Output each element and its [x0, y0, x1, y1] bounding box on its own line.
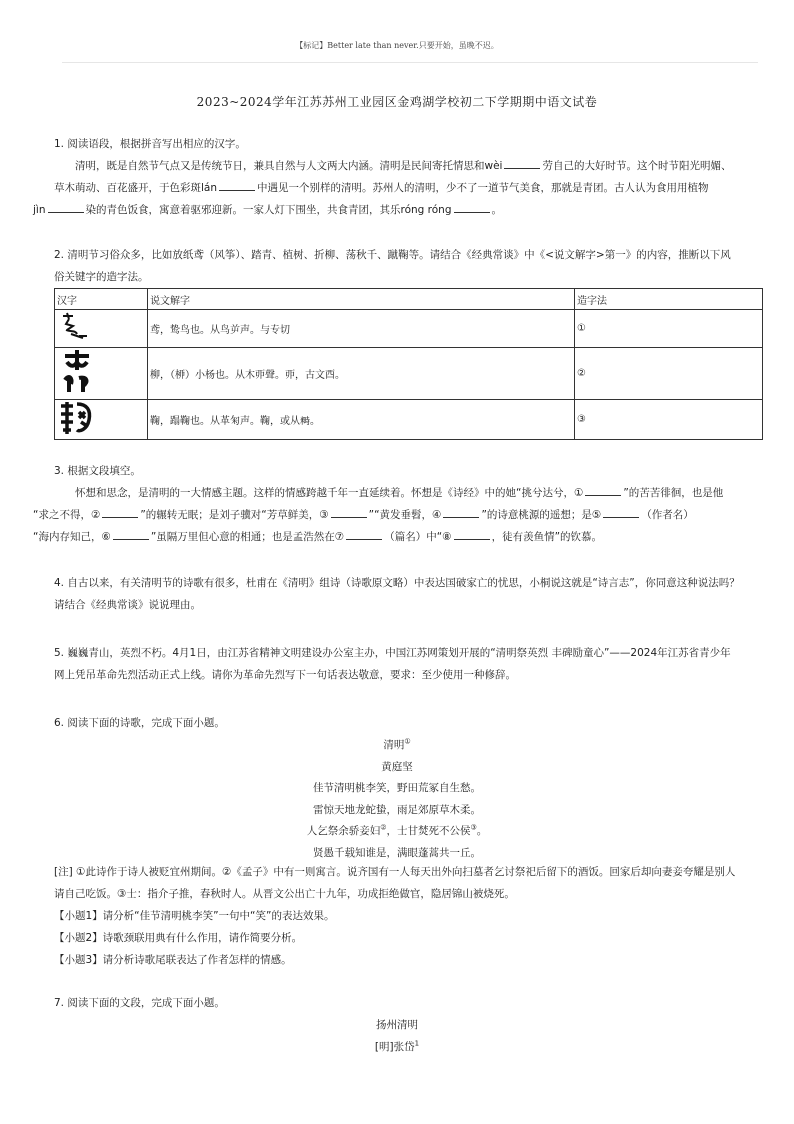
q3-blank-7[interactable] [346, 528, 382, 540]
table-row [55, 310, 763, 348]
q6-notes [54, 861, 740, 971]
table-cell: 鞠，蹋鞠也。从革匊声。鞠，或从𥻵。 [148, 400, 575, 440]
q1-blank-1[interactable] [504, 157, 540, 169]
q3-blank-8[interactable] [454, 528, 490, 540]
table-row [55, 348, 763, 400]
poem-line: 人乞祭余骄妾妇②，士甘焚死不公侯③。 [306, 823, 488, 837]
poem-author: 黄庭坚 [381, 760, 413, 773]
poem-title: 清明① [383, 737, 411, 751]
q3-blank-6[interactable] [113, 528, 149, 540]
q3-blank-4[interactable] [443, 506, 479, 518]
page-title: 2023~2024学年江苏苏州工业园区金鸡湖学校初二下学期期中语文试卷 [196, 95, 598, 109]
q1-blank-4[interactable] [454, 201, 490, 213]
seal-script-ju-icon [57, 400, 95, 436]
poem-line: 贤愚千载知谁是，满眼蓬蒿共一丘。 [313, 846, 481, 859]
q3-passage: 怀想和思念，是清明的一大情感主题。这样的情感跨越千年一直延续着。怀想是《诗经》中的她“挑兮达兮，① ”的苦苦徘徊，也是他 “求之不得，② ”的辗转无眠；是刘子骥对“芳草鲜美，③ ”“黄发垂髫，④ ”的诗意桃源的遥想；是⑤ （作者名） “海内存知己，⑥ ”虽隔万里但心意的相通；也是孟浩然在⑦ （篇名）中“⑧ ，徒有羡鱼情”的钦慕。 [54, 482, 740, 548]
poem-annotation: [注] ①此诗作于诗人被贬宜州期间。②《孟子》中有一则寓言。说齐国有一人每天出外向扫墓者乞讨祭祀后留下的酒饭。回家后却向妻妾夸耀是别人请自己吃饭。③士：指介子推，春秋时人。从晋文公出亡十九年，功成拒绝做官，隐居锦山被烧死。 [54, 866, 736, 900]
answer-cell[interactable]: ② [575, 348, 763, 400]
answer-cell[interactable]: ① [575, 310, 763, 348]
q6-prompt: 6. 阅读下面的诗歌，完成下面小题。 [54, 717, 225, 729]
q3-blank-2[interactable] [102, 506, 138, 518]
q1-prompt: 1. 阅读语段，根据拼音写出相应的汉字。 [54, 138, 246, 150]
ancient-glyph-yuan [55, 310, 148, 348]
q1-blank-3[interactable] [48, 201, 84, 213]
passage-heading [0, 1015, 794, 1058]
poem-line: 雷惊天地龙蛇蛰，雨足郊原草木柔。 [313, 803, 481, 816]
q4-text: 4. 自古以来，有关清明节的诗歌有很多，杜甫在《清明》组诗（诗歌原文略）中表达国破家亡的忧思，小桐说这就是“诗言志”，你同意这种说法吗？请结合《经典常谈》说说理由。 [54, 577, 740, 611]
question-4 [54, 572, 740, 616]
table-cell: 柳，（桺）小杨也。从木丣聲。丣，古文酉。 [148, 348, 575, 400]
q3-blank-5[interactable] [603, 506, 639, 518]
question-5 [54, 642, 740, 686]
sub-question-3: 【小题3】请分析诗歌尾联表达了作者怎样的情感。 [54, 954, 292, 966]
question-2 [54, 244, 740, 288]
header-divider [62, 62, 758, 63]
seal-script-yuan-icon [57, 310, 91, 344]
sub-question-2: 【小题2】诗歌颈联用典有什么作用，请作简要分析。 [54, 932, 303, 944]
q5-text: 5. 巍巍青山，英烈不朽。4月1日，由江苏省精神文明建设办公室主办，中国江苏网策划开展的“清明祭英烈 丰碑励童心”——2024年江苏省青少年网上凭吊革命先烈活动正式上线。请你为革命先烈写下一句话表达敬意，要求：至少使用一种修辞。 [54, 647, 731, 681]
q3-prompt: 3. 根据文段填空。 [54, 465, 141, 477]
q3-blank-1[interactable] [585, 484, 621, 496]
q7-prompt: 7. 阅读下面的文段，完成下面小题。 [54, 997, 225, 1009]
passage-author: [明]张岱$^1$ [374, 1039, 420, 1053]
poem [0, 735, 794, 864]
table-header: 造字法 [575, 289, 763, 310]
character-table [54, 288, 763, 440]
header-note: 【标记】Better late than never.只要开始，虽晚不迟。 [295, 41, 499, 50]
table-header-row [55, 289, 763, 310]
q1-passage: 清明，既是自然节气点又是传统节日，兼具自然与人文两大内涵。清明是民间寄托情思和wèi 劳自己的大好时节。这个时节阳光明媚、草木萌动、百花盛开，于色彩斑lán 中遇见一个别样的清明。苏州人的清明，少不了一道节气美食，那就是青团。古人认为食用用植物 jìn 染的青色饭食，寓意着驱邪迎新。一家人灯下围坐，共食青团，其乐róng róng 。 [54, 155, 740, 221]
table-cell: 鸢，鸷鸟也。从鸟屰声。与专切 [148, 310, 575, 348]
sub-question-1: 【小题1】请分析“佳节清明桃李笑”一句中“笑”的表达效果。 [54, 910, 335, 922]
table-row [55, 400, 763, 440]
q2-prompt: 2. 清明节习俗众多，比如放纸鸢（风筝）、踏青、植树、折柳、荡秋千、蹴鞠等。请结合《经典常谈》中《<说文解字>第一》的内容，推断以下风俗关键字的造字法。 [54, 249, 731, 283]
table-header: 汉字 [55, 289, 148, 310]
ancient-glyph-liu [55, 348, 148, 400]
question-1 [33, 133, 740, 221]
q3-blank-3[interactable] [331, 506, 367, 518]
answer-cell[interactable]: ③ [575, 400, 763, 440]
seal-script-liu-icon [57, 348, 97, 396]
table-header: 说文解字 [148, 289, 575, 310]
passage-title: 扬州清明 [376, 1019, 418, 1031]
q1-blank-2[interactable] [219, 179, 255, 191]
question-6 [54, 712, 740, 734]
ancient-glyph-ju [55, 400, 148, 440]
question-3 [33, 460, 740, 548]
poem-line: 佳节清明桃李笑，野田荒冢自生愁。 [313, 782, 481, 794]
question-7 [54, 992, 740, 1014]
